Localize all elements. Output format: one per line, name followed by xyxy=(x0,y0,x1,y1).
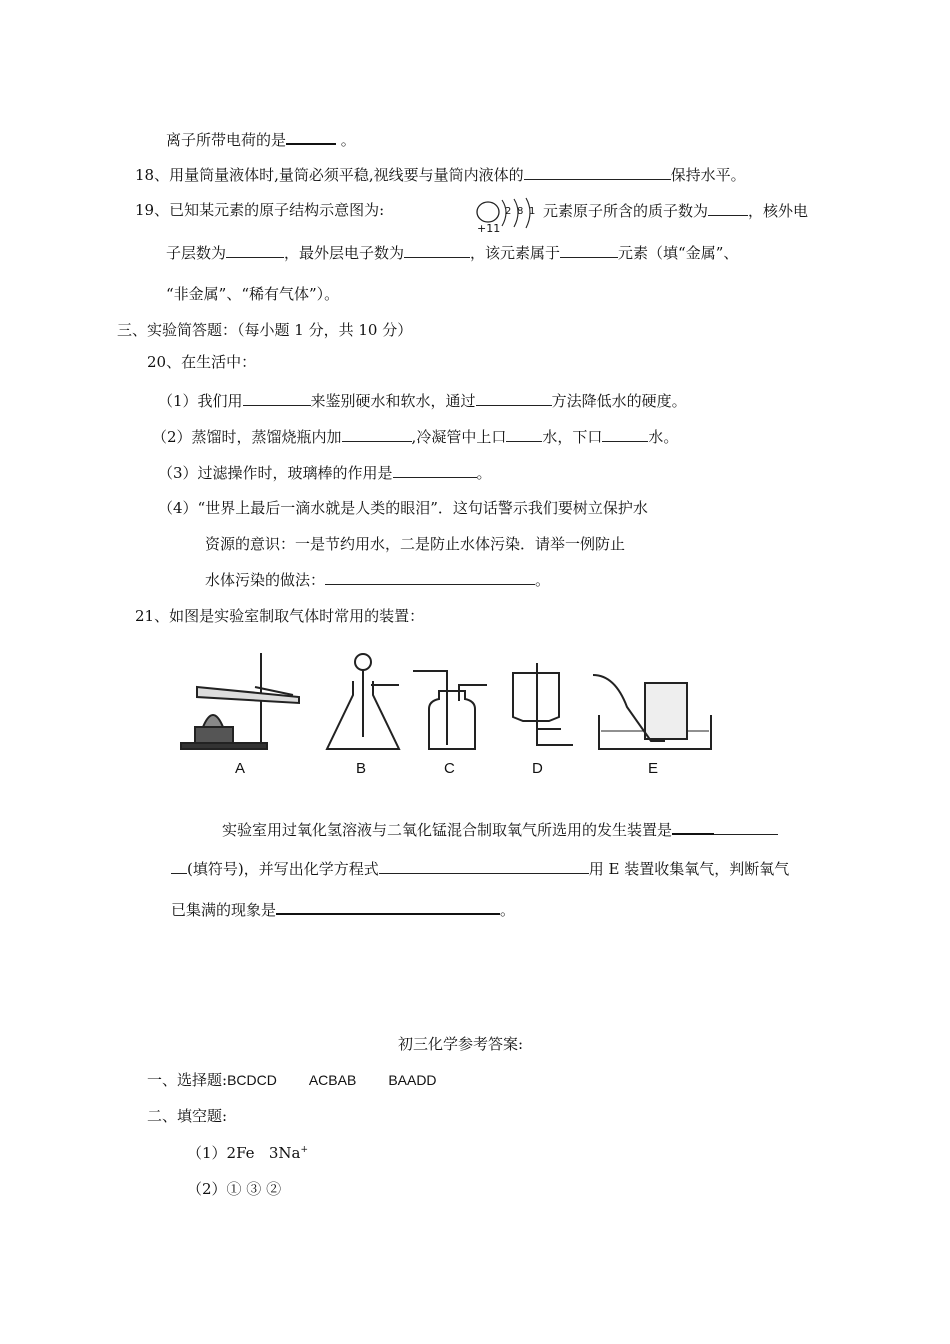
answers-fill-line xyxy=(147,1106,227,1126)
apparatus-a-lamp xyxy=(203,715,223,727)
q20-part2 xyxy=(152,426,678,447)
answers-a2: （2）① ③ ② xyxy=(187,1180,282,1198)
section3-title-text: 三、实验简答题：（每小题 1 分，共 10 分） xyxy=(117,321,413,339)
answers-a1-ion: 3Na xyxy=(268,1144,301,1162)
q19-outer-blank[interactable] xyxy=(404,242,470,258)
q20-p1-a: （1）我们用 xyxy=(158,392,243,410)
q18-prefix: 18、用量筒量液体时,量筒必须平稳,视线要与量筒内液体的 xyxy=(135,166,524,184)
section3-title xyxy=(117,320,412,340)
q21-title xyxy=(135,606,424,626)
q20-p4-l3: 水体污染的做法： xyxy=(205,571,326,589)
q19-line2-d: 元素（填“金属”、 xyxy=(618,244,739,262)
q20-p4-end: 。 xyxy=(535,571,551,589)
figure-label-a: A xyxy=(235,760,246,777)
q21-device-blank-cont[interactable] xyxy=(171,858,187,874)
figure-label-c: C xyxy=(444,760,455,777)
apparatus-b-funnel-bulb xyxy=(355,654,371,670)
q21-l3-a: 已集满的现象是 xyxy=(171,901,277,919)
figure-label-e: E xyxy=(648,760,659,777)
q20-title-text: 20、在生活中： xyxy=(147,353,257,371)
apparatus-a-tube xyxy=(197,687,299,703)
q20-p4-l2: 资源的意识：一是节约用水，二是防止水体污染．请举一例防止 xyxy=(205,535,626,553)
q19-part1: 元素原子所含的质子数为 xyxy=(543,202,709,220)
q21-l2-a: (填符号)，并写出化学方程式 xyxy=(187,860,379,878)
apparatus-b xyxy=(327,654,399,749)
q17-end: 。 xyxy=(340,131,356,149)
q21-device-blank-ext[interactable] xyxy=(714,819,778,835)
q19-line2-b: ，最外层电子数为 xyxy=(284,244,405,262)
apparatus-e-bottle xyxy=(645,683,687,739)
q19-line2-c: ，该元素属于 xyxy=(470,244,561,262)
q18-blank[interactable] xyxy=(524,164,671,180)
q20-part4-line1 xyxy=(158,498,648,518)
q20-p2-blank2[interactable] xyxy=(506,426,542,442)
q17-tail-text: 离子所带电荷的是 xyxy=(166,131,287,149)
q18-suffix: 保持水平。 xyxy=(670,166,746,184)
q21-phenomenon-blank[interactable] xyxy=(276,898,500,915)
answers-mc-line xyxy=(147,1070,437,1090)
atom-shell-3-count: 1 xyxy=(529,206,536,217)
q21-line2 xyxy=(171,858,789,879)
figure-label-b: B xyxy=(356,760,367,777)
apparatus-d-tube xyxy=(537,663,573,745)
q20-part4-line3 xyxy=(205,569,550,590)
q21-equation-blank[interactable] xyxy=(379,858,589,874)
q21-line3 xyxy=(171,898,515,920)
q20-p3-a: （3）过滤操作时，玻璃棒的作用是 xyxy=(158,464,393,482)
q20-p1-c: 方法降低水的硬度。 xyxy=(551,392,687,410)
atom-shell-2-count: 8 xyxy=(517,206,524,217)
answers-mc-group-1: BCDCD xyxy=(227,1072,277,1088)
answers-title-text: 初三化学参考答案: xyxy=(398,1035,524,1053)
q20-p1-blank2[interactable] xyxy=(476,390,552,406)
apparatus-figure xyxy=(175,645,735,785)
q19-line2 xyxy=(166,242,738,263)
apparatus-a xyxy=(181,653,299,749)
q20-p2-blank3[interactable] xyxy=(602,426,648,442)
answers-mc-group-3: BAADD xyxy=(388,1072,437,1088)
q21-l2-b: 用 E 装置收集氧气，判断氧气 xyxy=(588,860,790,878)
q19-type-blank[interactable] xyxy=(560,242,618,258)
q20-p3-b: 。 xyxy=(476,464,492,482)
q21-line1 xyxy=(222,818,778,840)
atom-structure-diagram xyxy=(472,196,542,234)
figure-label-d: D xyxy=(532,760,543,777)
q20-p3-blank[interactable] xyxy=(393,462,477,478)
answers-fill-label: 二、填空题: xyxy=(147,1107,228,1125)
answers-fill-2 xyxy=(187,1179,281,1199)
apparatus-c xyxy=(413,671,487,749)
q21-device-blank[interactable] xyxy=(672,818,714,835)
q19-line3 xyxy=(166,284,339,304)
q20-p2-a: （2）蒸馏时，蒸馏烧瓶内加 xyxy=(152,428,342,446)
q19-shell-blank[interactable] xyxy=(226,242,284,258)
q17-blank[interactable] xyxy=(286,128,336,145)
q20-p2-d: 水。 xyxy=(648,428,679,446)
q19-line2-a: 子层数为 xyxy=(166,244,227,262)
apparatus-a-lamp-stand xyxy=(195,727,233,743)
answers-a1-prefix: （1）2Fe xyxy=(187,1144,255,1162)
q20-part3 xyxy=(158,462,492,483)
q19-part2: ，核外电 xyxy=(748,202,809,220)
q21-l1-text: 实验室用过氧化氢溶液与二氧化锰混合制取氧气所选用的发生装置是 xyxy=(222,821,673,839)
apparatus-d xyxy=(513,663,573,745)
answers-fill-1 xyxy=(187,1143,308,1163)
q21-l3-b: 。 xyxy=(500,901,516,919)
answers-mc-group-2: ACBAB xyxy=(308,1072,357,1088)
answers-a1-charge: + xyxy=(300,1145,309,1155)
q20-part1 xyxy=(158,390,687,411)
q17-tail-line xyxy=(166,128,356,150)
q19-line1 xyxy=(135,200,384,220)
atom-nucleus-circle xyxy=(477,202,499,222)
q20-p4-blank[interactable] xyxy=(325,569,535,585)
q19-line1-cont xyxy=(543,200,808,221)
atom-nucleus-charge: +11 xyxy=(477,222,501,234)
q19-line3-text: “非金属”、“稀有气体”）。 xyxy=(166,285,340,303)
apparatus-e xyxy=(593,675,711,749)
q20-p2-b: ,冷凝管中上口 xyxy=(411,428,507,446)
q19-proton-blank[interactable] xyxy=(708,200,748,216)
q19-prefix: 19、已知某元素的原子结构示意图为: xyxy=(135,201,385,219)
q20-p1-b: 来鉴别硬水和软水，通过 xyxy=(310,392,476,410)
q20-title xyxy=(147,352,256,372)
q20-p2-c: 水，下口 xyxy=(542,428,603,446)
apparatus-c-short-tube xyxy=(459,685,487,701)
answers-mc-label: 一、选择题: xyxy=(147,1071,228,1089)
q21-title-text: 21、如图是实验室制取气体时常用的装置： xyxy=(135,607,425,625)
q20-p1-blank1[interactable] xyxy=(243,390,311,406)
apparatus-c-bottle xyxy=(429,691,475,749)
q20-p2-blank1[interactable] xyxy=(342,426,412,442)
answers-title xyxy=(398,1034,523,1054)
atom-shell-1-count: 2 xyxy=(505,206,512,217)
q20-part4-line2 xyxy=(205,534,625,554)
q18-line xyxy=(135,164,746,185)
q20-p4-l1: （4）“世界上最后一滴水就是人类的眼泪”．这句话警示我们要树立保护水 xyxy=(158,499,648,517)
